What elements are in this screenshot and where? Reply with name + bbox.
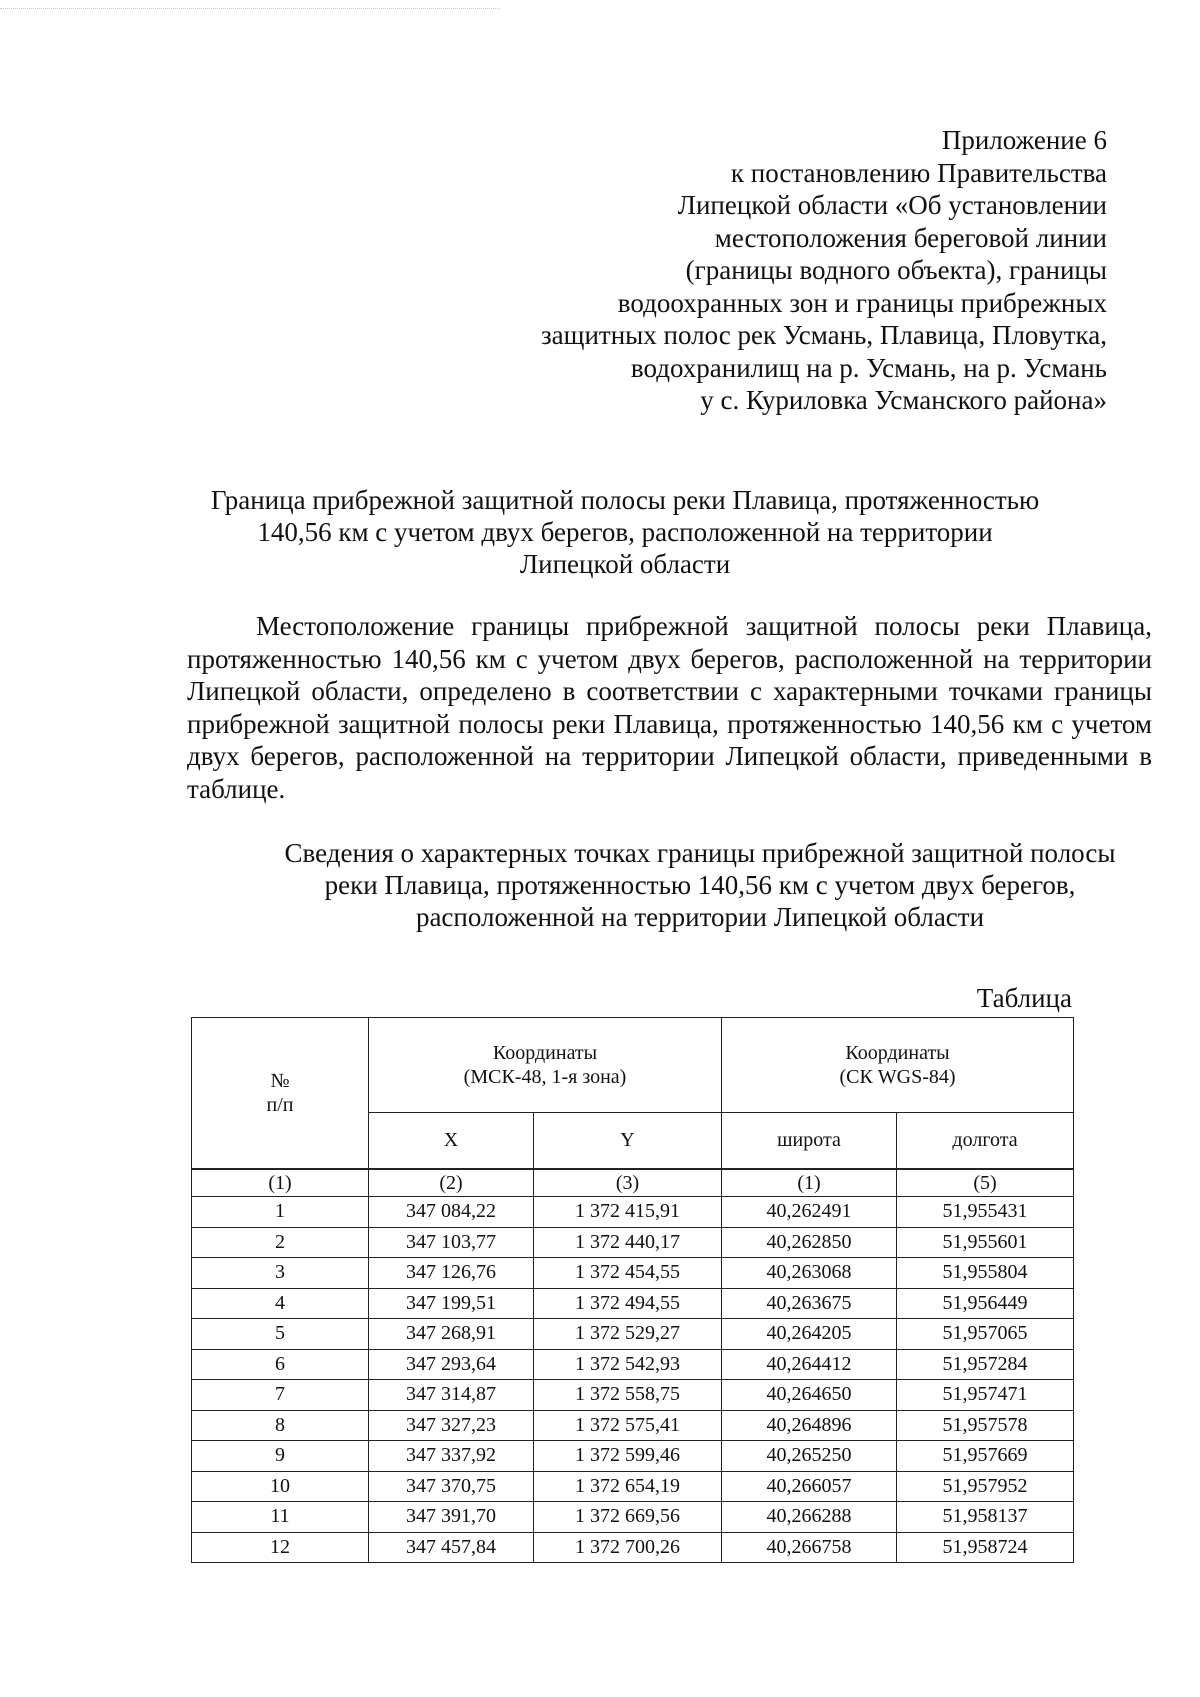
cell-longitude: 51,957284: [897, 1349, 1074, 1380]
cell-x: 347 314,87: [369, 1380, 534, 1411]
table-label: Таблица: [976, 983, 1072, 1013]
body-paragraph: Местоположение границы прибрежной защитной полосы реки Плавица, протяженностью 140,56 км с учетом двух берегов, расположенной на территории Липецкой области, определено в соответствии с характерными точками границы прибрежной защитной полосы реки Плавица, протяженностью 140,56 км с учетом двух берегов, расположенной на территории Липецкой области, приведенными в таблице.: [187, 611, 1152, 804]
cell-x: 347 327,23: [369, 1410, 534, 1441]
cell-number: 7: [192, 1380, 369, 1411]
index-cell: (2): [369, 1169, 534, 1197]
index-cell: (1): [192, 1169, 369, 1197]
cell-longitude: 51,957471: [897, 1380, 1074, 1411]
cell-y: 1 372 575,41: [534, 1410, 722, 1441]
cell-x: 347 457,84: [369, 1532, 534, 1563]
header-y: Y: [534, 1113, 722, 1170]
cell-number: 11: [192, 1502, 369, 1533]
appendix-line: водохранилищ на р. Усмань, на р. Усмань: [630, 352, 1107, 383]
cell-longitude: 51,957065: [897, 1319, 1074, 1350]
caption-line: расположенной на территории Липецкой области: [415, 902, 985, 932]
cell-number: 8: [192, 1410, 369, 1441]
cell-latitude: 40,262491: [722, 1197, 897, 1228]
cell-number: 5: [192, 1319, 369, 1350]
cell-latitude: 40,266758: [722, 1532, 897, 1563]
cell-latitude: 40,264650: [722, 1380, 897, 1411]
table-body: [192, 1197, 1074, 1563]
table-row: [192, 1441, 1074, 1472]
cell-longitude: 51,957669: [897, 1441, 1074, 1472]
appendix-line: водоохранных зон и границы прибрежных: [617, 287, 1107, 318]
appendix-line: Приложение 6: [941, 125, 1107, 155]
cell-number: 10: [192, 1471, 369, 1502]
cell-y: 1 372 599,46: [534, 1441, 722, 1472]
cell-y: 1 372 454,55: [534, 1258, 722, 1289]
cell-x: 347 268,91: [369, 1319, 534, 1350]
table-row: [192, 1380, 1074, 1411]
table-row: [192, 1532, 1074, 1563]
caption-line: реки Плавица, протяженностью 140,56 км с учетом двух берегов,: [324, 870, 1076, 900]
cell-longitude: 51,955431: [897, 1197, 1074, 1228]
cell-longitude: 51,956449: [897, 1288, 1074, 1319]
title-line: Граница прибрежной защитной полосы реки Плавица, протяженностью: [210, 485, 1040, 515]
cell-number: 9: [192, 1441, 369, 1472]
cell-y: 1 372 700,26: [534, 1532, 722, 1563]
cell-number: 6: [192, 1349, 369, 1380]
cell-latitude: 40,264896: [722, 1410, 897, 1441]
title-line: Липецкой области: [519, 549, 731, 579]
cell-x: 347 103,77: [369, 1227, 534, 1258]
cell-x: 347 084,22: [369, 1197, 534, 1228]
appendix-line: (границы водного объекта), границы: [685, 255, 1107, 285]
appendix-line: у с. Куриловка Усманского района»: [700, 385, 1107, 415]
cell-longitude: 51,955804: [897, 1258, 1074, 1289]
table-row: [192, 1502, 1074, 1533]
coordinates-table: [191, 1017, 1074, 1563]
table-row: [192, 1197, 1074, 1228]
cell-number: 1: [192, 1197, 369, 1228]
appendix-line: к постановлению Правительства: [730, 157, 1107, 188]
cell-y: 1 372 558,75: [534, 1380, 722, 1411]
cell-x: 347 337,92: [369, 1441, 534, 1472]
cell-x: 347 199,51: [369, 1288, 534, 1319]
cell-x: 347 293,64: [369, 1349, 534, 1380]
cell-number: 3: [192, 1258, 369, 1289]
header-row-number: № п/п: [192, 1018, 369, 1170]
cell-latitude: 40,265250: [722, 1441, 897, 1472]
header-longitude: долгота: [897, 1113, 1074, 1170]
cell-longitude: 51,955601: [897, 1227, 1074, 1258]
index-cell: (1): [722, 1169, 897, 1197]
cell-y: 1 372 529,27: [534, 1319, 722, 1350]
cell-latitude: 40,262850: [722, 1227, 897, 1258]
cell-x: 347 391,70: [369, 1502, 534, 1533]
appendix-line: Липецкой области «Об установлении: [677, 190, 1107, 220]
cell-y: 1 372 440,17: [534, 1227, 722, 1258]
table-row: [192, 1319, 1074, 1350]
table-row: [192, 1288, 1074, 1319]
header-latitude: широта: [722, 1113, 897, 1170]
appendix-header: [541, 124, 1107, 417]
cell-latitude: 40,263675: [722, 1288, 897, 1319]
cell-latitude: 40,263068: [722, 1258, 897, 1289]
cell-longitude: 51,957578: [897, 1410, 1074, 1441]
cell-y: 1 372 669,56: [534, 1502, 722, 1533]
table-row: [192, 1471, 1074, 1502]
table-row: [192, 1258, 1074, 1289]
cell-number: 2: [192, 1227, 369, 1258]
table-row: [192, 1349, 1074, 1380]
header-wgs84: Координаты (СК WGS-84): [722, 1018, 1074, 1113]
document-title: [160, 484, 1090, 580]
cell-longitude: 51,958724: [897, 1532, 1074, 1563]
header-x: X: [369, 1113, 534, 1170]
index-cell: (3): [534, 1169, 722, 1197]
appendix-line: защитных полос рек Усмань, Плавица, Пловутка,: [541, 320, 1107, 350]
cell-number: 12: [192, 1532, 369, 1563]
table-caption: [240, 837, 1160, 933]
cell-latitude: 40,264205: [722, 1319, 897, 1350]
cell-latitude: 40,264412: [722, 1349, 897, 1380]
header-msk48: Координаты (МСК-48, 1-я зона): [369, 1018, 722, 1113]
cell-x: 347 126,76: [369, 1258, 534, 1289]
cell-y: 1 372 415,91: [534, 1197, 722, 1228]
cell-y: 1 372 654,19: [534, 1471, 722, 1502]
appendix-line: местоположения береговой линии: [714, 222, 1107, 253]
scan-artifact: [0, 8, 500, 10]
caption-line: Сведения о характерных точках границы прибрежной защитной полосы: [284, 838, 1116, 868]
cell-y: 1 372 494,55: [534, 1288, 722, 1319]
cell-latitude: 40,266057: [722, 1471, 897, 1502]
index-cell: (5): [897, 1169, 1074, 1197]
table-row: [192, 1227, 1074, 1258]
cell-longitude: 51,958137: [897, 1502, 1074, 1533]
cell-longitude: 51,957952: [897, 1471, 1074, 1502]
cell-number: 4: [192, 1288, 369, 1319]
table-row: [192, 1410, 1074, 1441]
cell-y: 1 372 542,93: [534, 1349, 722, 1380]
cell-latitude: 40,266288: [722, 1502, 897, 1533]
title-line: 140,56 км с учетом двух берегов, расположенной на территории: [257, 517, 993, 547]
cell-x: 347 370,75: [369, 1471, 534, 1502]
